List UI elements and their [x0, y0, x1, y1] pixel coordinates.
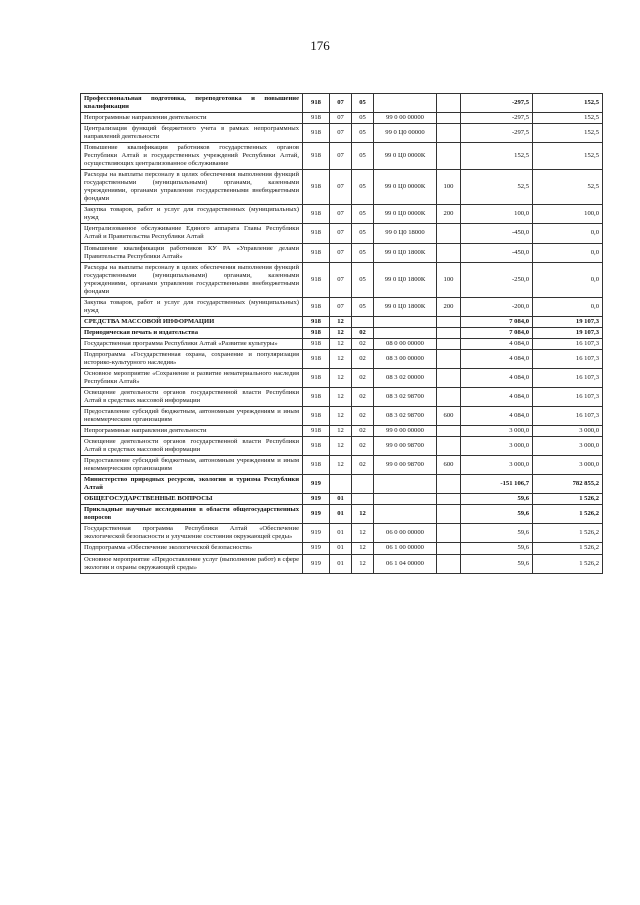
row-rz-cell: 07 [330, 243, 352, 262]
row-csr-cell: 99 0 Ц0 18000 [374, 224, 437, 243]
row-sum1-cell: 100,0 [461, 205, 533, 224]
table-row [81, 113, 603, 124]
row-gr-cell: 918 [303, 243, 330, 262]
row-sum2-cell: 3 000,0 [533, 426, 603, 437]
row-sum2-cell: 0,0 [533, 262, 603, 297]
row-vr-cell [437, 143, 461, 170]
row-csr-cell: 99 0 Ц0 0000К [374, 170, 437, 205]
row-sum2-cell: 782 855,2 [533, 475, 603, 494]
row-pr-cell: 05 [352, 170, 374, 205]
row-name-cell: Прикладные научные исследования в области общегосударственных вопросов [81, 505, 303, 524]
row-rz-cell: 01 [330, 554, 352, 573]
row-rz-cell: 01 [330, 524, 352, 543]
row-sum2-cell: 19 107,3 [533, 316, 603, 327]
row-name-cell: Основное мероприятие «Сохранение и развитие нематериального наследия Республики Алтай» [81, 368, 303, 387]
row-pr-cell: 12 [352, 543, 374, 554]
row-gr-cell: 918 [303, 368, 330, 387]
row-vr-cell [437, 327, 461, 338]
row-rz-cell: 07 [330, 205, 352, 224]
table-row [81, 505, 603, 524]
row-vr-cell [437, 554, 461, 573]
row-vr-cell [437, 475, 461, 494]
row-sum2-cell: 16 107,3 [533, 338, 603, 349]
row-pr-cell: 05 [352, 143, 374, 170]
table-row [81, 524, 603, 543]
row-gr-cell: 918 [303, 349, 330, 368]
row-sum2-cell: 19 107,3 [533, 327, 603, 338]
row-sum2-cell: 152,5 [533, 124, 603, 143]
row-gr-cell: 918 [303, 297, 330, 316]
row-name-cell: Предоставление субсидий бюджетным, автономным учреждениям и иным некоммерческим организациям [81, 407, 303, 426]
row-sum1-cell: 3 000,0 [461, 456, 533, 475]
row-sum1-cell: 7 084,0 [461, 316, 533, 327]
row-vr-cell [437, 316, 461, 327]
row-name-cell: Расходы на выплаты персоналу в целях обеспечения выполнения функций государственными (муниципальными) органами, казенными учреждениями, органами управления государственными внебюджетными фондами [81, 262, 303, 297]
row-sum2-cell: 52,5 [533, 170, 603, 205]
row-rz-cell [330, 475, 352, 494]
row-sum1-cell: 59,6 [461, 505, 533, 524]
row-gr-cell: 918 [303, 338, 330, 349]
row-csr-cell: 08 3 02 98700 [374, 387, 437, 406]
row-gr-cell: 918 [303, 143, 330, 170]
row-sum2-cell: 1 526,2 [533, 554, 603, 573]
row-sum2-cell: 16 107,3 [533, 349, 603, 368]
row-rz-cell: 12 [330, 327, 352, 338]
row-sum2-cell: 3 000,0 [533, 437, 603, 456]
row-sum1-cell: -450,0 [461, 243, 533, 262]
table-row [81, 437, 603, 456]
row-sum2-cell: 0,0 [533, 243, 603, 262]
row-csr-cell: 08 3 02 00000 [374, 368, 437, 387]
row-vr-cell [437, 338, 461, 349]
row-gr-cell: 918 [303, 170, 330, 205]
row-pr-cell: 05 [352, 124, 374, 143]
row-name-cell: Подпрограмма «Государственная охрана, сохранение и популяризация историко-культурного наследия» [81, 349, 303, 368]
row-sum1-cell: 59,6 [461, 554, 533, 573]
row-pr-cell: 02 [352, 407, 374, 426]
row-csr-cell: 08 3 02 98700 [374, 407, 437, 426]
row-vr-cell: 100 [437, 262, 461, 297]
row-vr-cell: 100 [437, 170, 461, 205]
row-pr-cell: 02 [352, 349, 374, 368]
row-sum1-cell: -297,5 [461, 113, 533, 124]
row-csr-cell: 06 1 00 00000 [374, 543, 437, 554]
table-row [81, 124, 603, 143]
row-rz-cell: 01 [330, 505, 352, 524]
row-gr-cell: 919 [303, 494, 330, 505]
row-csr-cell: 99 0 Ц0 1800К [374, 262, 437, 297]
row-vr-cell [437, 349, 461, 368]
row-gr-cell: 918 [303, 94, 330, 113]
table-row [81, 426, 603, 437]
row-vr-cell [437, 224, 461, 243]
row-name-cell: Централизованное обслуживание Единого аппарата Главы Республики Алтай и Правительства Республики Алтай [81, 224, 303, 243]
row-rz-cell: 07 [330, 224, 352, 243]
row-sum1-cell: 59,6 [461, 494, 533, 505]
row-pr-cell: 05 [352, 205, 374, 224]
row-pr-cell: 05 [352, 113, 374, 124]
row-gr-cell: 918 [303, 113, 330, 124]
row-sum2-cell: 100,0 [533, 205, 603, 224]
row-gr-cell: 918 [303, 456, 330, 475]
table-row [81, 387, 603, 406]
row-rz-cell: 07 [330, 94, 352, 113]
row-gr-cell: 918 [303, 387, 330, 406]
row-sum1-cell: 4 084,0 [461, 338, 533, 349]
row-sum2-cell: 152,5 [533, 113, 603, 124]
row-sum2-cell: 0,0 [533, 297, 603, 316]
row-rz-cell: 07 [330, 113, 352, 124]
table-row [81, 554, 603, 573]
row-pr-cell: 02 [352, 368, 374, 387]
row-name-cell: СРЕДСТВА МАССОВОЙ ИНФОРМАЦИИ [81, 316, 303, 327]
table-row [81, 170, 603, 205]
budget-table-body [81, 94, 603, 574]
page-number: 176 [310, 38, 330, 53]
table-row [81, 338, 603, 349]
row-name-cell: Непрограммные направления деятельности [81, 426, 303, 437]
row-gr-cell: 919 [303, 554, 330, 573]
row-csr-cell: 06 1 04 00000 [374, 554, 437, 573]
row-sum2-cell: 1 526,2 [533, 494, 603, 505]
row-pr-cell: 02 [352, 456, 374, 475]
row-name-cell: Подпрограмма «Обеспечение экологической безопасности» [81, 543, 303, 554]
row-sum2-cell: 152,5 [533, 94, 603, 113]
row-rz-cell: 01 [330, 494, 352, 505]
row-rz-cell: 12 [330, 437, 352, 456]
row-name-cell: Освещение деятельности органов государственной власти Республики Алтай в средствах массовой информации [81, 437, 303, 456]
row-rz-cell: 12 [330, 368, 352, 387]
row-csr-cell [374, 494, 437, 505]
row-gr-cell: 919 [303, 524, 330, 543]
row-gr-cell: 919 [303, 543, 330, 554]
row-sum1-cell: -297,5 [461, 124, 533, 143]
row-vr-cell: 600 [437, 407, 461, 426]
row-csr-cell [374, 94, 437, 113]
row-pr-cell: 05 [352, 243, 374, 262]
row-csr-cell: 99 0 Ц0 1800К [374, 297, 437, 316]
table-row [81, 243, 603, 262]
row-rz-cell: 12 [330, 387, 352, 406]
table-row [81, 143, 603, 170]
row-gr-cell: 918 [303, 426, 330, 437]
row-pr-cell [352, 316, 374, 327]
row-vr-cell: 200 [437, 297, 461, 316]
row-gr-cell: 918 [303, 407, 330, 426]
row-vr-cell [437, 543, 461, 554]
row-csr-cell: 99 0 Ц0 00000 [374, 124, 437, 143]
row-vr-cell [437, 505, 461, 524]
table-row [81, 475, 603, 494]
row-gr-cell: 918 [303, 205, 330, 224]
table-row [81, 349, 603, 368]
row-pr-cell: 02 [352, 437, 374, 456]
row-pr-cell: 05 [352, 262, 374, 297]
row-rz-cell: 07 [330, 124, 352, 143]
row-pr-cell: 02 [352, 327, 374, 338]
row-sum1-cell: -151 106,7 [461, 475, 533, 494]
row-csr-cell: 08 3 00 00000 [374, 349, 437, 368]
row-vr-cell: 200 [437, 205, 461, 224]
row-sum1-cell: 4 084,0 [461, 407, 533, 426]
row-rz-cell: 12 [330, 407, 352, 426]
row-vr-cell [437, 426, 461, 437]
row-gr-cell: 919 [303, 505, 330, 524]
table-row [81, 224, 603, 243]
row-csr-cell: 99 0 Ц0 0000К [374, 143, 437, 170]
row-name-cell: Профессиональная подготовка, переподготовка и повышение квалификации [81, 94, 303, 113]
row-sum2-cell: 1 526,2 [533, 524, 603, 543]
row-csr-cell: 08 0 00 00000 [374, 338, 437, 349]
row-sum2-cell: 3 000,0 [533, 456, 603, 475]
row-rz-cell: 07 [330, 297, 352, 316]
row-pr-cell: 12 [352, 505, 374, 524]
row-vr-cell [437, 437, 461, 456]
row-rz-cell: 12 [330, 338, 352, 349]
budget-table [80, 93, 603, 574]
row-pr-cell: 05 [352, 94, 374, 113]
row-sum1-cell: 4 084,0 [461, 387, 533, 406]
row-pr-cell: 02 [352, 338, 374, 349]
row-pr-cell [352, 494, 374, 505]
row-sum2-cell: 0,0 [533, 224, 603, 243]
table-row [81, 543, 603, 554]
row-csr-cell: 99 0 00 98700 [374, 437, 437, 456]
row-gr-cell: 919 [303, 475, 330, 494]
row-sum1-cell: 59,6 [461, 543, 533, 554]
row-name-cell: Министерство природных ресурсов, экологии и туризма Республики Алтай [81, 475, 303, 494]
row-vr-cell: 600 [437, 456, 461, 475]
row-name-cell: ОБЩЕГОСУДАРСТВЕННЫЕ ВОПРОСЫ [81, 494, 303, 505]
row-rz-cell: 07 [330, 170, 352, 205]
row-name-cell: Освещение деятельности органов государственной власти Республики Алтай в средствах массовой информации [81, 387, 303, 406]
table-row [81, 94, 603, 113]
row-pr-cell: 12 [352, 554, 374, 573]
row-name-cell: Централизация функций бюджетного учета в рамках непрограммных направлений деятельности [81, 124, 303, 143]
table-row [81, 262, 603, 297]
table-row [81, 297, 603, 316]
row-sum1-cell: 7 084,0 [461, 327, 533, 338]
row-name-cell: Повышение квалификации работников КУ РА «Управление делами Правительства Республики Алтай» [81, 243, 303, 262]
row-sum2-cell: 1 526,2 [533, 505, 603, 524]
table-row [81, 327, 603, 338]
row-sum1-cell: -250,0 [461, 262, 533, 297]
row-csr-cell: 99 0 Ц0 1800К [374, 243, 437, 262]
row-sum1-cell: 3 000,0 [461, 426, 533, 437]
row-gr-cell: 918 [303, 437, 330, 456]
row-pr-cell: 02 [352, 426, 374, 437]
row-sum1-cell: 4 084,0 [461, 349, 533, 368]
row-rz-cell: 12 [330, 456, 352, 475]
table-row [81, 316, 603, 327]
row-vr-cell [437, 243, 461, 262]
row-csr-cell: 99 0 00 00000 [374, 113, 437, 124]
table-row [81, 494, 603, 505]
row-name-cell: Расходы на выплаты персоналу в целях обеспечения выполнения функций государственными (муниципальными) органами, казенными учреждениями, органами управления государственными внебюджетными фондами [81, 170, 303, 205]
row-sum2-cell: 16 107,3 [533, 387, 603, 406]
row-sum1-cell: 152,5 [461, 143, 533, 170]
row-gr-cell: 918 [303, 262, 330, 297]
row-name-cell: Закупка товаров, работ и услуг для государственных (муниципальных) нужд [81, 205, 303, 224]
row-vr-cell [437, 387, 461, 406]
row-pr-cell: 02 [352, 387, 374, 406]
row-name-cell: Государственная программа Республики Алтай «Обеспечение экологической безопасности и улучшение состояния окружающей среды» [81, 524, 303, 543]
row-pr-cell: 05 [352, 224, 374, 243]
row-pr-cell [352, 475, 374, 494]
row-gr-cell: 918 [303, 124, 330, 143]
row-name-cell: Периодическая печать и издательства [81, 327, 303, 338]
row-rz-cell: 12 [330, 349, 352, 368]
row-name-cell: Предоставление субсидий бюджетным, автономным учреждениям и иным некоммерческим организациям [81, 456, 303, 475]
row-name-cell: Основное мероприятие «Предоставление услуг (выполнение работ) в сфере экологии и охраны окружающей среды» [81, 554, 303, 573]
row-rz-cell: 12 [330, 316, 352, 327]
row-vr-cell [437, 494, 461, 505]
row-vr-cell [437, 124, 461, 143]
row-rz-cell: 01 [330, 543, 352, 554]
table-row [81, 456, 603, 475]
row-csr-cell: 06 0 00 00000 [374, 524, 437, 543]
row-csr-cell [374, 475, 437, 494]
row-sum1-cell: -297,5 [461, 94, 533, 113]
row-csr-cell: 99 0 00 98700 [374, 456, 437, 475]
row-gr-cell: 918 [303, 327, 330, 338]
row-csr-cell: 99 0 00 00000 [374, 426, 437, 437]
row-vr-cell [437, 524, 461, 543]
row-sum2-cell: 1 526,2 [533, 543, 603, 554]
table-row [81, 368, 603, 387]
row-sum1-cell: 3 000,0 [461, 437, 533, 456]
row-sum1-cell: -200,0 [461, 297, 533, 316]
row-sum1-cell: -450,0 [461, 224, 533, 243]
table-row [81, 407, 603, 426]
row-name-cell: Повышение квалификации работников государственных органов Республики Алтай и государственных учреждений Республики Алтай, осуществляющих централизованное обслуживание [81, 143, 303, 170]
row-pr-cell: 05 [352, 297, 374, 316]
row-sum2-cell: 152,5 [533, 143, 603, 170]
row-csr-cell: 99 0 Ц0 0000К [374, 205, 437, 224]
row-name-cell: Закупка товаров, работ и услуг для государственных (муниципальных) нужд [81, 297, 303, 316]
row-name-cell: Государственная программа Республики Алтай «Развитие культуры» [81, 338, 303, 349]
row-sum2-cell: 16 107,3 [533, 368, 603, 387]
row-csr-cell [374, 327, 437, 338]
row-rz-cell: 07 [330, 143, 352, 170]
row-gr-cell: 918 [303, 224, 330, 243]
row-gr-cell: 918 [303, 316, 330, 327]
row-vr-cell [437, 368, 461, 387]
row-rz-cell: 12 [330, 426, 352, 437]
row-csr-cell [374, 505, 437, 524]
row-sum1-cell: 52,5 [461, 170, 533, 205]
row-sum2-cell: 16 107,3 [533, 407, 603, 426]
row-sum1-cell: 59,6 [461, 524, 533, 543]
row-name-cell: Непрограммные направления деятельности [81, 113, 303, 124]
table-row [81, 205, 603, 224]
row-pr-cell: 12 [352, 524, 374, 543]
row-vr-cell [437, 94, 461, 113]
row-rz-cell: 07 [330, 262, 352, 297]
row-sum1-cell: 4 084,0 [461, 368, 533, 387]
row-vr-cell [437, 113, 461, 124]
row-csr-cell [374, 316, 437, 327]
